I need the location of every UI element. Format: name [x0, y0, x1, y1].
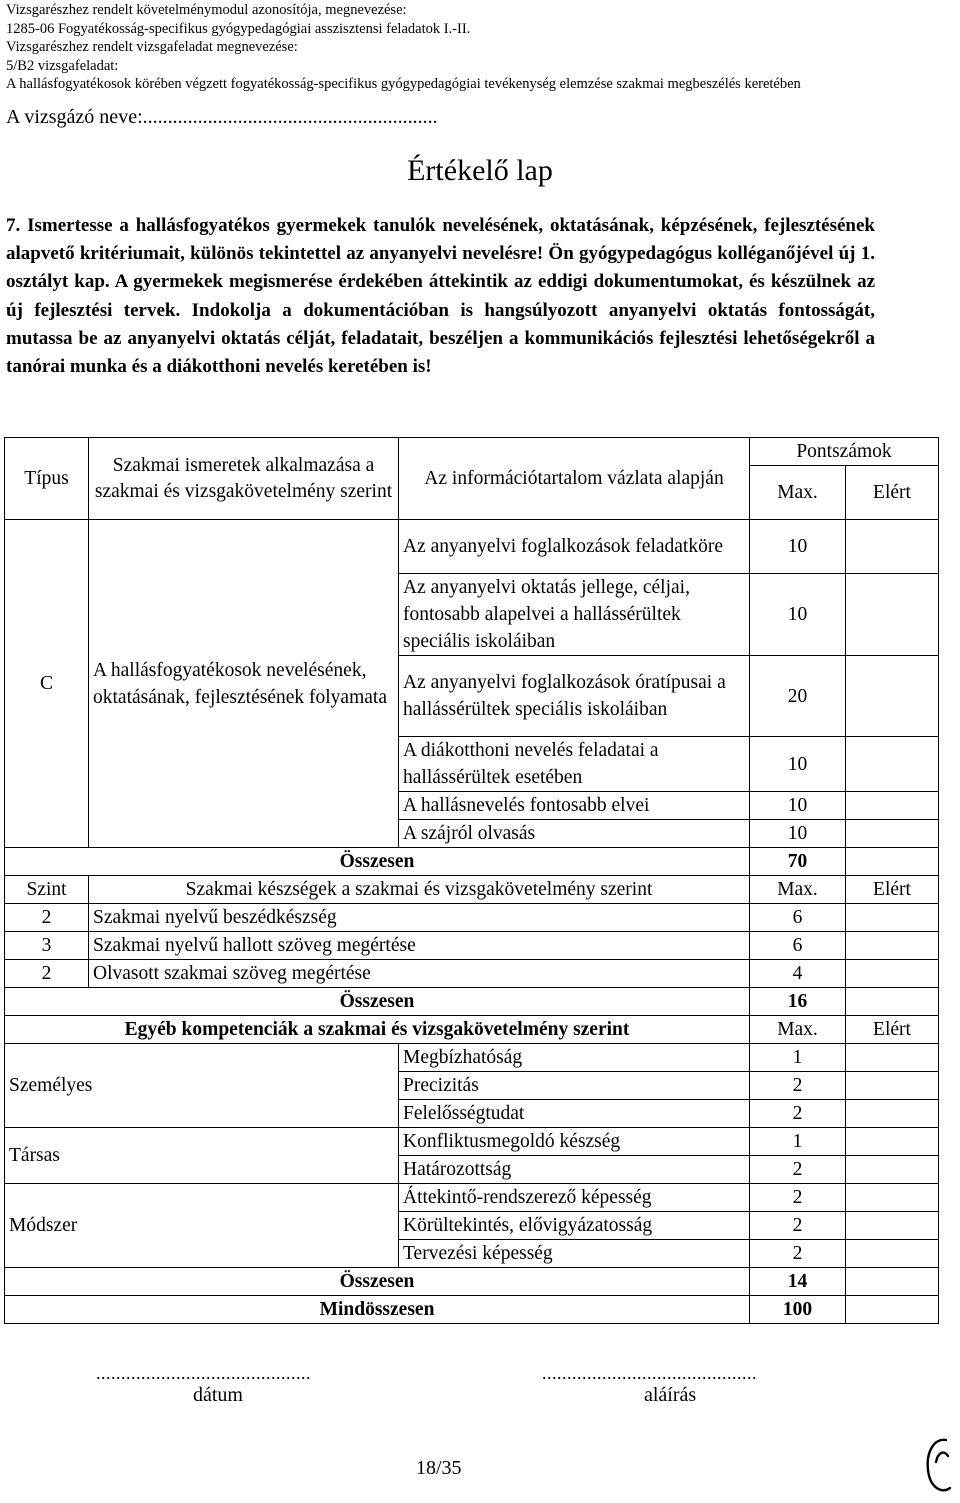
candidate-name-field: A vizsgázó neve:........................................................... [6, 106, 438, 128]
achieved-cell[interactable] [846, 848, 939, 876]
handwritten-initial [920, 1432, 956, 1498]
col-head-outline: Az információtartalom vázlata alapján [399, 438, 750, 520]
competency-group: Társas [5, 1128, 399, 1184]
competency-item: Áttekintő-rendszerező képesség [399, 1184, 750, 1212]
max-points: 2 [750, 1100, 846, 1128]
max-points: 6 [750, 904, 846, 932]
achieved-cell[interactable] [846, 1184, 939, 1212]
achieved-cell[interactable] [846, 574, 939, 656]
col-head-achieved: Elért [846, 466, 939, 520]
competency-item: Precizitás [399, 1072, 750, 1100]
page-title: Értékelő lap [407, 154, 553, 187]
document-header [6, 1, 801, 94]
date-label: dátum [193, 1384, 243, 1406]
achieved-cell[interactable] [846, 904, 939, 932]
max-points: 10 [750, 820, 846, 848]
achieved-cell[interactable] [846, 1072, 939, 1100]
col-head-max: Max. [750, 1016, 846, 1044]
max-points: 2 [750, 1184, 846, 1212]
outline-item: A diákotthoni nevelés feladatai a hallássérültek esetében [399, 737, 750, 792]
achieved-cell[interactable] [846, 1100, 939, 1128]
competency-item: Tervezési képesség [399, 1240, 750, 1268]
header-line: 1285-06 Fogyatékosság-specifikus gyógypedagógiai asszisztensi feladatok I.-II. [6, 20, 471, 37]
competency-item: Határozottság [399, 1156, 750, 1184]
skills-heading: Szakmai készségek a szakmai és vizsgakövetelmény szerint [89, 876, 750, 904]
achieved-cell[interactable] [846, 1128, 939, 1156]
subtotal-max: 14 [750, 1268, 846, 1296]
subtotal-label: Összesen [5, 848, 750, 876]
achieved-cell[interactable] [846, 820, 939, 848]
max-points: 6 [750, 932, 846, 960]
col-head-achieved: Elért [846, 1016, 939, 1044]
competency-item: Felelősségtudat [399, 1100, 750, 1128]
outline-item: Az anyanyelvi foglalkozások feladatköre [399, 520, 750, 574]
achieved-cell[interactable] [846, 792, 939, 820]
grand-total-max: 100 [750, 1296, 846, 1324]
header-line: 5/B2 vizsgafeladat: [6, 57, 119, 74]
subtotal-max: 70 [750, 848, 846, 876]
outline-item: Az anyanyelvi foglalkozások óratípusai a hallássérültek speciális iskoláiban [399, 656, 750, 737]
grand-total-label: Mindösszesen [5, 1296, 750, 1324]
col-head-type: Típus [5, 438, 89, 520]
subtotal-label: Összesen [5, 988, 750, 1016]
col-head-knowledge: Szakmai ismeretek alkalmazása a szakmai és vizsgakövetelmény szerint [89, 438, 399, 520]
skill-level: 3 [5, 932, 89, 960]
skill-name: Olvasott szakmai szöveg megértése [89, 960, 750, 988]
skill-level: 2 [5, 904, 89, 932]
competency-group: Személyes [5, 1044, 399, 1128]
page-number: 18/35 [416, 1457, 462, 1479]
outline-item: Az anyanyelvi oktatás jellege, céljai, fontosabb alapelvei a hallássérültek speciális iskoláiban [399, 574, 750, 656]
achieved-cell[interactable] [846, 1212, 939, 1240]
topic: A hallásfogyatékosok nevelésének, oktatásának, fejlesztésének folyamata [89, 520, 399, 848]
type-code: C [5, 520, 89, 848]
subtotal-max: 16 [750, 988, 846, 1016]
col-head-max: Max. [750, 466, 846, 520]
outline-item: A hallásnevelés fontosabb elvei [399, 792, 750, 820]
max-points: 10 [750, 792, 846, 820]
competency-item: Konfliktusmegoldó készség [399, 1128, 750, 1156]
max-points: 2 [750, 1072, 846, 1100]
header-line: A hallásfogyatékosok körében végzett fogyatékosság-specifikus gyógypedagógiai tevékenység elemzése szakmai megbeszélés keretében [6, 76, 801, 92]
signature-dotted-line: ........................................... [542, 1363, 757, 1383]
achieved-cell[interactable] [846, 1296, 939, 1324]
competency-group: Módszer [5, 1184, 399, 1268]
col-head-points: Pontszámok [750, 438, 939, 466]
skill-name: Szakmai nyelvű beszédkészség [89, 904, 750, 932]
achieved-cell[interactable] [846, 1044, 939, 1072]
max-points: 20 [750, 656, 846, 737]
max-points: 10 [750, 574, 846, 656]
max-points: 10 [750, 520, 846, 574]
skill-name: Szakmai nyelvű hallott szöveg megértése [89, 932, 750, 960]
achieved-cell[interactable] [846, 932, 939, 960]
max-points: 10 [750, 737, 846, 792]
subtotal-label: Összesen [5, 1268, 750, 1296]
signature-label: aláírás [644, 1384, 697, 1406]
max-points: 2 [750, 1156, 846, 1184]
achieved-cell[interactable] [846, 988, 939, 1016]
evaluation-table [4, 437, 939, 1324]
header-line: Vizsgarészhez rendelt követelménymodul azonosítója, megnevezése: [6, 2, 407, 18]
header-line: Vizsgarészhez rendelt vizsgafeladat megnevezése: [6, 39, 298, 55]
max-points: 2 [750, 1212, 846, 1240]
achieved-cell[interactable] [846, 737, 939, 792]
max-points: 1 [750, 1128, 846, 1156]
col-head-achieved: Elért [846, 876, 939, 904]
other-competencies-heading: Egyéb kompetenciák a szakmai és vizsgakövetelmény szerint [5, 1016, 750, 1044]
date-dotted-line: ........................................... [96, 1363, 311, 1383]
achieved-cell[interactable] [846, 520, 939, 574]
max-points: 1 [750, 1044, 846, 1072]
competency-item: Megbízhatóság [399, 1044, 750, 1072]
achieved-cell[interactable] [846, 1240, 939, 1268]
task-description: 7. Ismertesse a hallásfogyatékos gyermekek tanulók nevelésének, oktatásának, képzésének, fejlesztésének alapvető kritériumait, különös tekintettel az anyanyelvi nevelésre! Ön gyógypedagógus kolléganőjével új 1. osztályt kap. A gyermekek megismerése érdekében áttekintik az eddigi dokumentumokat, és készülnek az új fejlesztési tervek. Indokolja a dokumentációban is hangsúlyozott anyanyelvi oktatás fontosságát, mutassa be az anyanyelvi oktatás célját, feladatait, beszéljen a kommunikációs fejlesztési lehetőségekről a tanórai munka és a diákotthoni nevelés keretében is! [6, 215, 875, 378]
achieved-cell[interactable] [846, 1268, 939, 1296]
col-head-level: Szint [5, 876, 89, 904]
achieved-cell[interactable] [846, 656, 939, 737]
max-points: 2 [750, 1240, 846, 1268]
max-points: 4 [750, 960, 846, 988]
col-head-max: Max. [750, 876, 846, 904]
outline-item: A szájról olvasás [399, 820, 750, 848]
skill-level: 2 [5, 960, 89, 988]
competency-item: Körültekintés, elővigyázatosság [399, 1212, 750, 1240]
achieved-cell[interactable] [846, 960, 939, 988]
achieved-cell[interactable] [846, 1156, 939, 1184]
